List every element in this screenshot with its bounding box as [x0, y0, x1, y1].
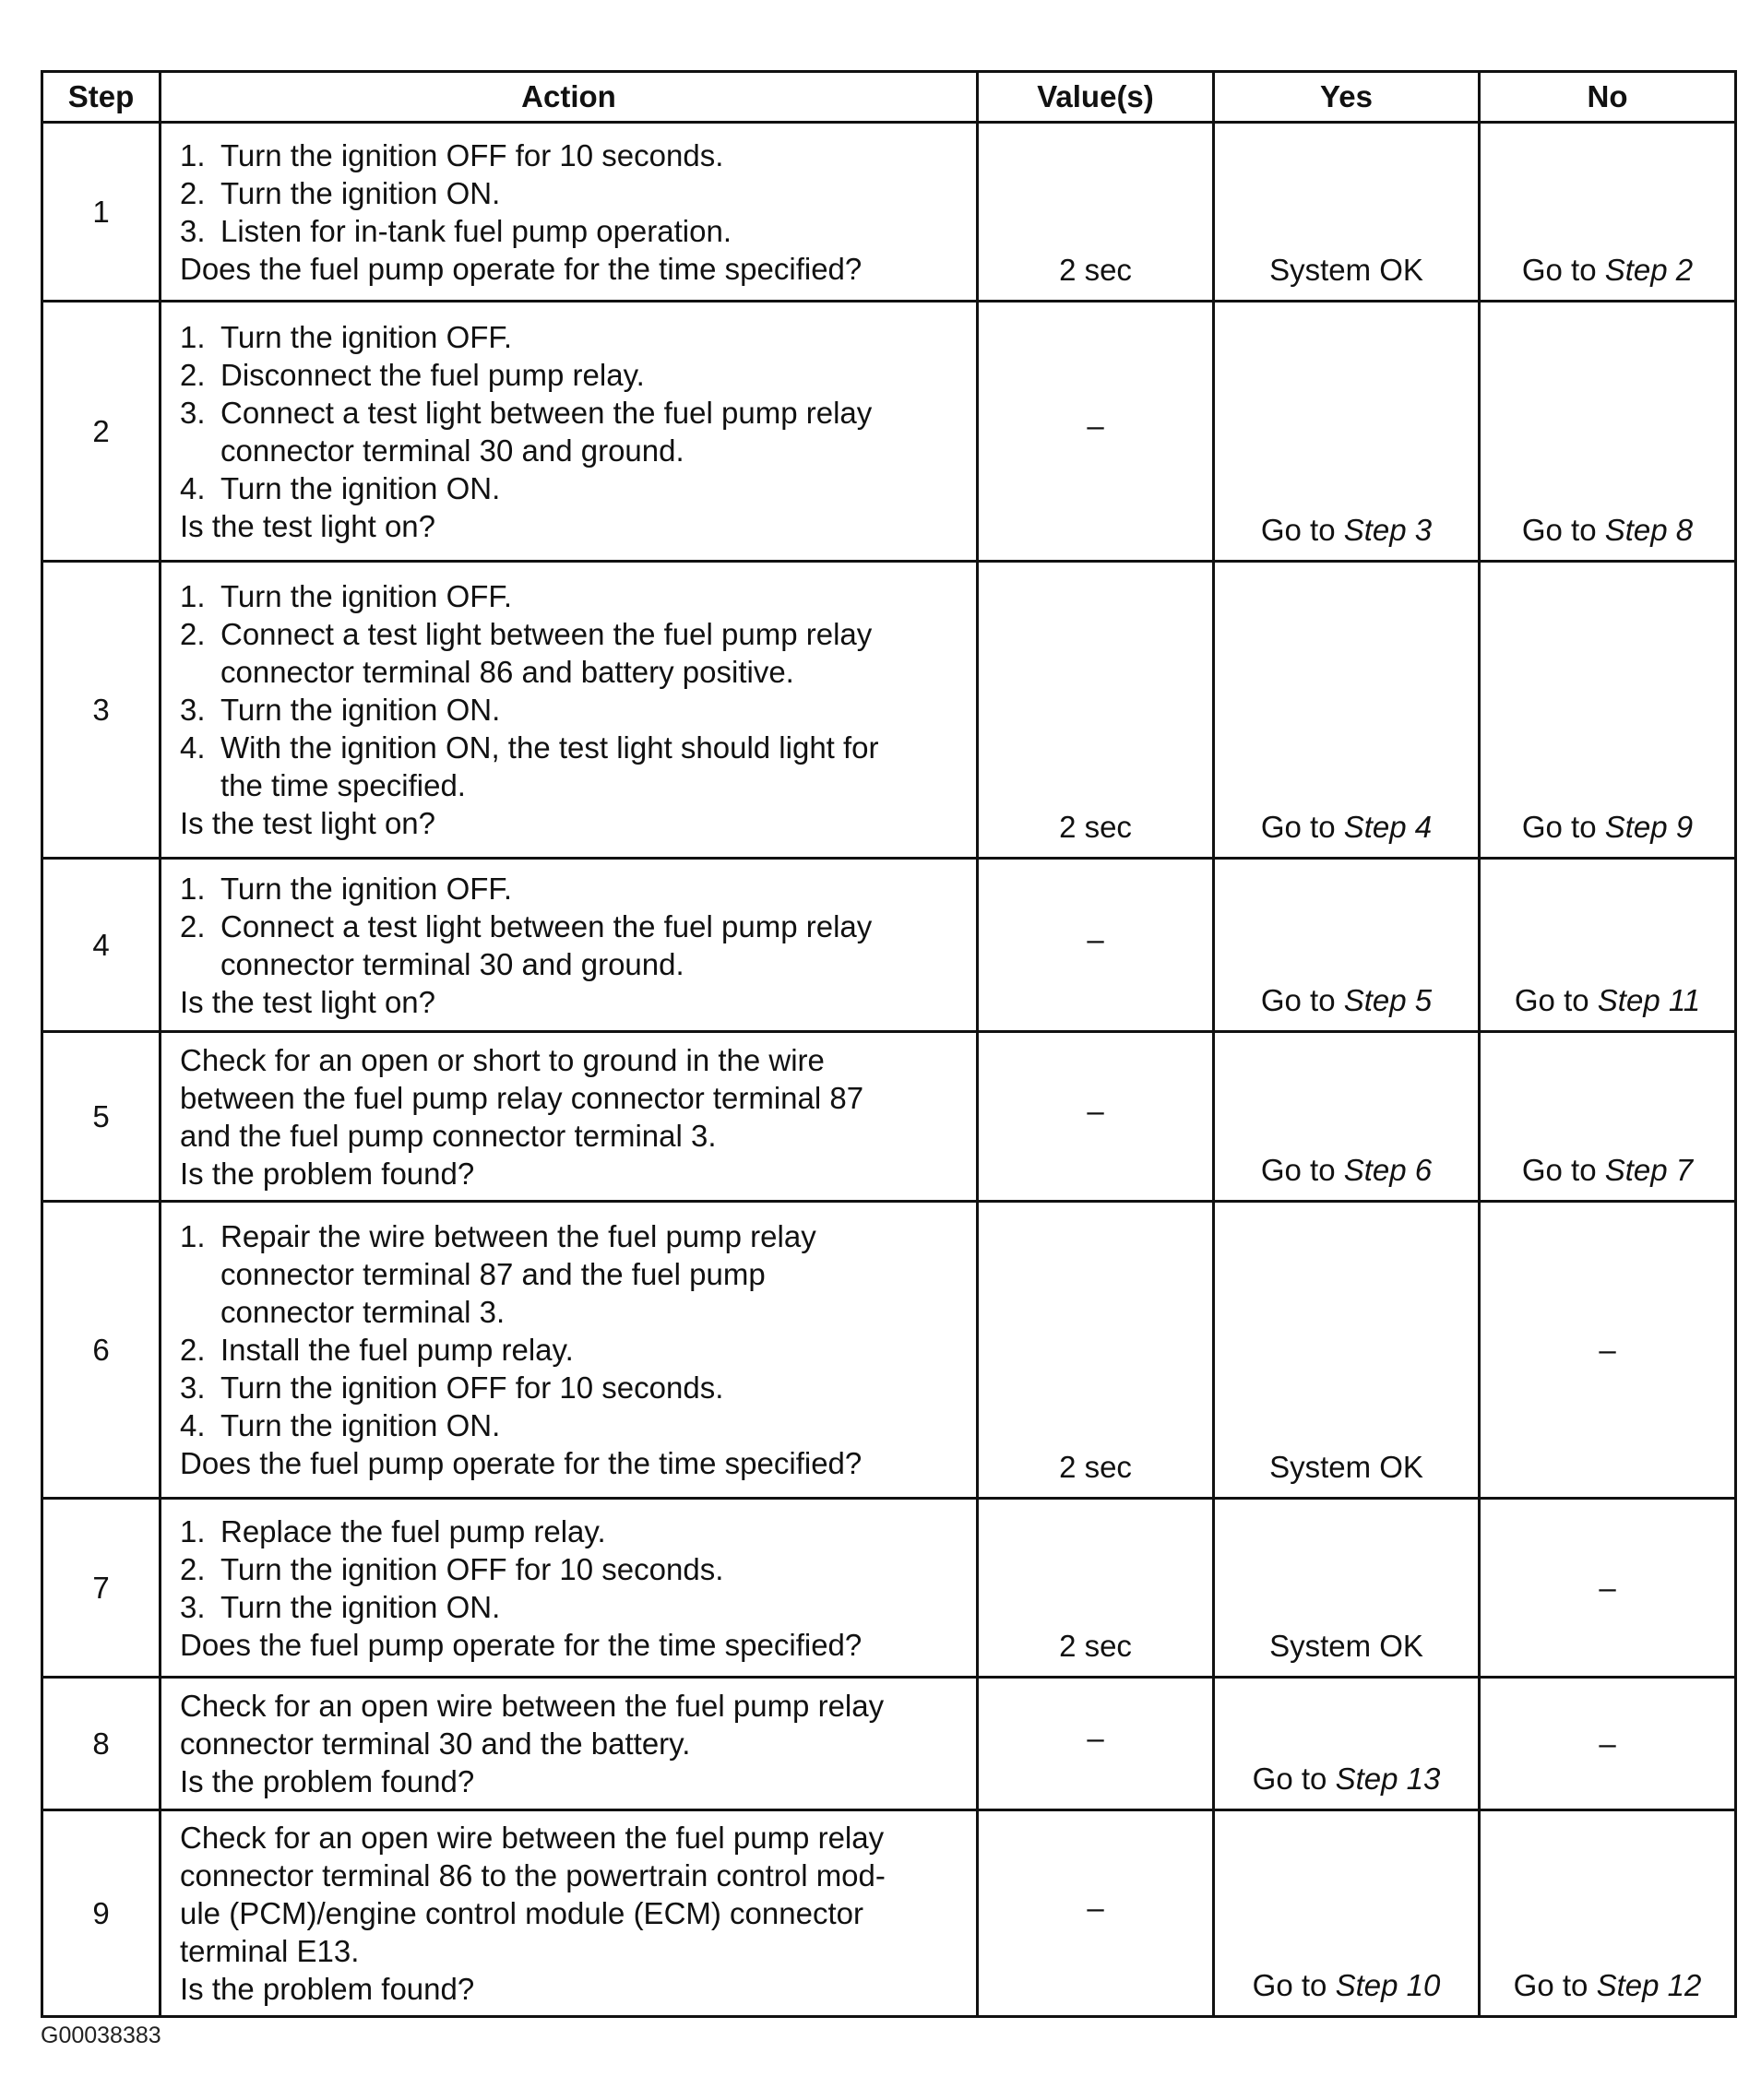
action-line: [180, 1550, 967, 1588]
no-step-ref: Step 9: [1604, 810, 1694, 844]
action-item: [180, 983, 967, 1021]
action-text: Does the fuel pump operate for the time specified?: [180, 251, 863, 286]
action-item: [180, 1406, 967, 1444]
action-line: connector terminal 87 and the fuel pump: [220, 1257, 766, 1291]
header-yes: Yes: [1214, 72, 1480, 123]
action-text: Check for an open wire between the fuel pump relay: [180, 1689, 885, 1723]
action-line: [180, 469, 967, 507]
step-number: 4: [42, 859, 161, 1032]
action-line: [180, 691, 967, 729]
header-step: Step: [42, 72, 161, 123]
no-text: Go to: [1521, 253, 1605, 287]
yes-cell: [1214, 1499, 1480, 1678]
no-cell: [1480, 123, 1736, 302]
step-number: 5: [42, 1032, 161, 1202]
action-line: [180, 1819, 967, 1857]
yes-step-ref: Step 6: [1343, 1153, 1433, 1187]
yes-text: System OK: [1269, 1629, 1423, 1663]
action-item-number: 2.: [180, 1333, 206, 1367]
action-text: Connect a test light between the fuel pump relay: [220, 395, 873, 430]
action-item: [180, 1970, 967, 2008]
action-line: connector terminal 86 and battery positive.: [220, 655, 794, 689]
action-cell: [161, 1810, 978, 2017]
action-cell: [161, 123, 978, 302]
action-item-number: 3.: [180, 213, 206, 248]
value-cell: –: [978, 859, 1214, 1032]
action-item: [180, 577, 967, 615]
action-line: connector terminal 30 and ground.: [220, 433, 684, 468]
yes-cell: [1214, 302, 1480, 562]
yes-step-ref: Step 13: [1335, 1762, 1441, 1796]
action-line: [180, 983, 967, 1021]
action-text: Disconnect the fuel pump relay.: [220, 357, 645, 392]
action-text: Check for an open or short to ground in the wire: [180, 1042, 825, 1077]
action-text: Check for an open wire between the fuel pump relay: [180, 1821, 885, 1855]
action-text: Does the fuel pump operate for the time specified?: [180, 1627, 863, 1662]
action-line: terminal E13.: [180, 1934, 360, 1968]
table-row: [42, 123, 1736, 302]
action-item: [180, 394, 967, 469]
yes-cell: [1214, 1810, 1480, 2017]
action-item: [180, 908, 967, 983]
no-cell: [1480, 1202, 1736, 1499]
yes-text: Go to: [1260, 983, 1344, 1017]
no-cell: [1480, 859, 1736, 1032]
action-item: [180, 615, 967, 691]
yes-text: System OK: [1269, 253, 1423, 287]
action-item: [180, 691, 967, 729]
action-line: [180, 1762, 967, 1800]
yes-step-ref: Step 3: [1343, 513, 1433, 547]
action-line: [180, 1406, 967, 1444]
action-text: Connect a test light between the fuel pump relay: [220, 617, 873, 651]
action-text: Turn the ignition ON.: [220, 1408, 501, 1442]
action-text: Turn the ignition ON.: [220, 1589, 501, 1624]
yes-text: Go to: [1252, 1762, 1336, 1796]
action-item-number: 3.: [180, 1589, 206, 1624]
action-item: [180, 1217, 967, 1331]
no-text: Go to: [1521, 810, 1605, 844]
action-text: Replace the fuel pump relay.: [220, 1513, 606, 1548]
action-text: Turn the ignition ON.: [220, 470, 501, 505]
header-values: Value(s): [978, 72, 1214, 123]
action-line: [180, 212, 967, 250]
diagnostic-table: [41, 70, 1737, 2018]
yes-cell: [1214, 1678, 1480, 1810]
action-item-number: 1.: [180, 579, 206, 613]
action-item: [180, 136, 967, 174]
no-cell: [1480, 302, 1736, 562]
action-line: [180, 174, 967, 212]
yes-step-ref: Step 5: [1343, 983, 1433, 1017]
table-row: [42, 1499, 1736, 1678]
yes-cell: [1214, 1032, 1480, 1202]
action-item: [180, 1762, 967, 1800]
value-cell: 2 sec: [978, 123, 1214, 302]
action-line: [180, 1217, 967, 1255]
action-text: With the ignition ON, the test light should light for: [220, 730, 879, 765]
action-line: [180, 804, 967, 842]
step-number: 8: [42, 1678, 161, 1810]
action-item-number: 3.: [180, 693, 206, 727]
value-cell: –: [978, 1032, 1214, 1202]
action-item-number: 3.: [180, 395, 206, 430]
action-item: [180, 212, 967, 250]
table-row: [42, 562, 1736, 859]
step-number: 7: [42, 1499, 161, 1678]
action-line: [180, 1155, 967, 1192]
no-step-ref: Step 2: [1604, 253, 1694, 287]
table-row: [42, 1810, 1736, 2017]
step-number: 6: [42, 1202, 161, 1499]
action-item-number: 1.: [180, 871, 206, 906]
action-item-number: 2.: [180, 357, 206, 392]
action-item: [180, 1513, 967, 1550]
action-item-number: 1.: [180, 137, 206, 172]
action-item-number: 2.: [180, 617, 206, 651]
action-item: [180, 1155, 967, 1192]
action-item-number: 2.: [180, 1551, 206, 1586]
action-line: the time specified.: [220, 768, 466, 802]
no-text: –: [1599, 1333, 1616, 1367]
value-cell: 2 sec: [978, 1202, 1214, 1499]
no-text: Go to: [1514, 983, 1598, 1017]
no-cell: [1480, 1032, 1736, 1202]
action-line: [180, 577, 967, 615]
action-line: and the fuel pump connector terminal 3.: [180, 1118, 717, 1153]
action-item: [180, 1331, 967, 1369]
step-number: 3: [42, 562, 161, 859]
action-line: [180, 1687, 967, 1725]
action-line: [180, 1588, 967, 1626]
action-line: connector terminal 3.: [220, 1295, 506, 1329]
table-row: [42, 302, 1736, 562]
action-text: Turn the ignition ON.: [220, 175, 501, 210]
step-number: 9: [42, 1810, 161, 2017]
action-cell: [161, 1499, 978, 1678]
table-row: [42, 1202, 1736, 1499]
action-item: [180, 1819, 967, 1970]
action-item: [180, 1588, 967, 1626]
action-item: [180, 250, 967, 288]
action-text: Is the problem found?: [180, 1156, 475, 1191]
action-text: Does the fuel pump operate for the time specified?: [180, 1446, 863, 1480]
action-item-number: 4.: [180, 730, 206, 765]
action-text: Connect a test light between the fuel pump relay: [220, 908, 873, 943]
action-item-number: 3.: [180, 1370, 206, 1405]
no-step-ref: Step 7: [1604, 1153, 1694, 1187]
action-item-number: 4.: [180, 1408, 206, 1442]
table-row: [42, 859, 1736, 1032]
action-item: [180, 469, 967, 507]
action-line: [180, 870, 967, 908]
yes-cell: [1214, 562, 1480, 859]
yes-step-ref: Step 4: [1343, 810, 1433, 844]
action-item: [180, 318, 967, 356]
yes-cell: [1214, 1202, 1480, 1499]
action-line: [180, 1626, 967, 1664]
action-item: [180, 870, 967, 908]
action-text: Install the fuel pump relay.: [220, 1333, 574, 1367]
yes-text: System OK: [1269, 1450, 1423, 1484]
action-text: Turn the ignition OFF for 10 seconds.: [220, 1551, 724, 1586]
value-cell: 2 sec: [978, 562, 1214, 859]
action-line: [180, 1041, 967, 1079]
yes-cell: [1214, 859, 1480, 1032]
action-item-number: 4.: [180, 470, 206, 505]
action-text: Is the test light on?: [180, 984, 436, 1019]
header-row: [42, 72, 1736, 123]
action-item: [180, 804, 967, 842]
no-cell: [1480, 1678, 1736, 1810]
no-cell: [1480, 1810, 1736, 2017]
no-text: –: [1599, 1726, 1616, 1761]
action-cell: [161, 1032, 978, 1202]
action-line: [180, 729, 967, 766]
action-item-number: 1.: [180, 1513, 206, 1548]
action-line: connector terminal 30 and ground.: [220, 946, 684, 981]
action-item-number: 1.: [180, 319, 206, 354]
action-text: Is the test light on?: [180, 508, 436, 543]
no-step-ref: Step 12: [1596, 1968, 1702, 2002]
yes-text: Go to: [1260, 1153, 1344, 1187]
action-text: Repair the wire between the fuel pump relay: [220, 1219, 816, 1253]
yes-text: Go to: [1260, 513, 1344, 547]
action-item-number: 2.: [180, 175, 206, 210]
action-line: ule (PCM)/engine control module (ECM) connector: [180, 1896, 863, 1930]
action-text: Is the problem found?: [180, 1764, 475, 1798]
action-text: Turn the ignition OFF.: [220, 319, 513, 354]
no-text: Go to: [1521, 1153, 1605, 1187]
action-line: [180, 394, 967, 432]
action-text: Turn the ignition OFF.: [220, 871, 513, 906]
no-cell: [1480, 562, 1736, 859]
action-text: Turn the ignition OFF for 10 seconds.: [220, 137, 724, 172]
action-item: [180, 174, 967, 212]
action-cell: [161, 302, 978, 562]
action-item: [180, 1550, 967, 1588]
yes-text: Go to: [1260, 810, 1344, 844]
step-number: 2: [42, 302, 161, 562]
action-line: [180, 1369, 967, 1406]
value-cell: –: [978, 1810, 1214, 2017]
header-no: No: [1480, 72, 1736, 123]
action-item: [180, 1444, 967, 1482]
action-line: connector terminal 86 to the powertrain control mod-: [180, 1858, 886, 1892]
action-text: Turn the ignition OFF.: [220, 579, 513, 613]
action-line: [180, 1513, 967, 1550]
no-cell: [1480, 1499, 1736, 1678]
action-line: [180, 318, 967, 356]
action-line: [180, 1970, 967, 2008]
action-cell: [161, 562, 978, 859]
action-line: between the fuel pump relay connector terminal 87: [180, 1080, 864, 1115]
action-line: [180, 136, 967, 174]
action-line: connector terminal 30 and the battery.: [180, 1726, 691, 1761]
table-row: [42, 1678, 1736, 1810]
yes-text: Go to: [1252, 1968, 1336, 2002]
action-item: [180, 507, 967, 545]
action-cell: [161, 859, 978, 1032]
action-text: Listen for in-tank fuel pump operation.: [220, 213, 732, 248]
action-item-number: 1.: [180, 1219, 206, 1253]
no-step-ref: Step 11: [1597, 983, 1701, 1017]
action-item: [180, 356, 967, 394]
action-line: [180, 1444, 967, 1482]
action-item: [180, 1626, 967, 1664]
action-line: [180, 356, 967, 394]
action-item: [180, 1369, 967, 1406]
action-line: [180, 507, 967, 545]
no-step-ref: Step 8: [1604, 513, 1694, 547]
header-action: Action: [161, 72, 978, 123]
value-cell: –: [978, 1678, 1214, 1810]
value-cell: –: [978, 302, 1214, 562]
value-cell: 2 sec: [978, 1499, 1214, 1678]
table-body: [42, 123, 1736, 2017]
action-item: [180, 1041, 967, 1155]
action-line: [180, 908, 967, 945]
figure-id: G00038383: [41, 2023, 161, 2048]
yes-cell: [1214, 123, 1480, 302]
table-row: [42, 1032, 1736, 1202]
yes-step-ref: Step 10: [1335, 1968, 1441, 2002]
action-line: [180, 615, 967, 653]
action-text: Turn the ignition OFF for 10 seconds.: [220, 1370, 724, 1405]
step-number: 1: [42, 123, 161, 302]
action-text: Turn the ignition ON.: [220, 693, 501, 727]
action-cell: [161, 1202, 978, 1499]
action-text: Is the problem found?: [180, 1972, 475, 2006]
action-item: [180, 1687, 967, 1762]
no-text: Go to: [1521, 513, 1605, 547]
action-line: [180, 250, 967, 288]
action-text: Is the test light on?: [180, 806, 436, 840]
action-item: [180, 729, 967, 804]
action-item-number: 2.: [180, 908, 206, 943]
no-text: –: [1599, 1571, 1616, 1605]
no-text: Go to: [1513, 1968, 1597, 2002]
action-line: [180, 1331, 967, 1369]
action-cell: [161, 1678, 978, 1810]
